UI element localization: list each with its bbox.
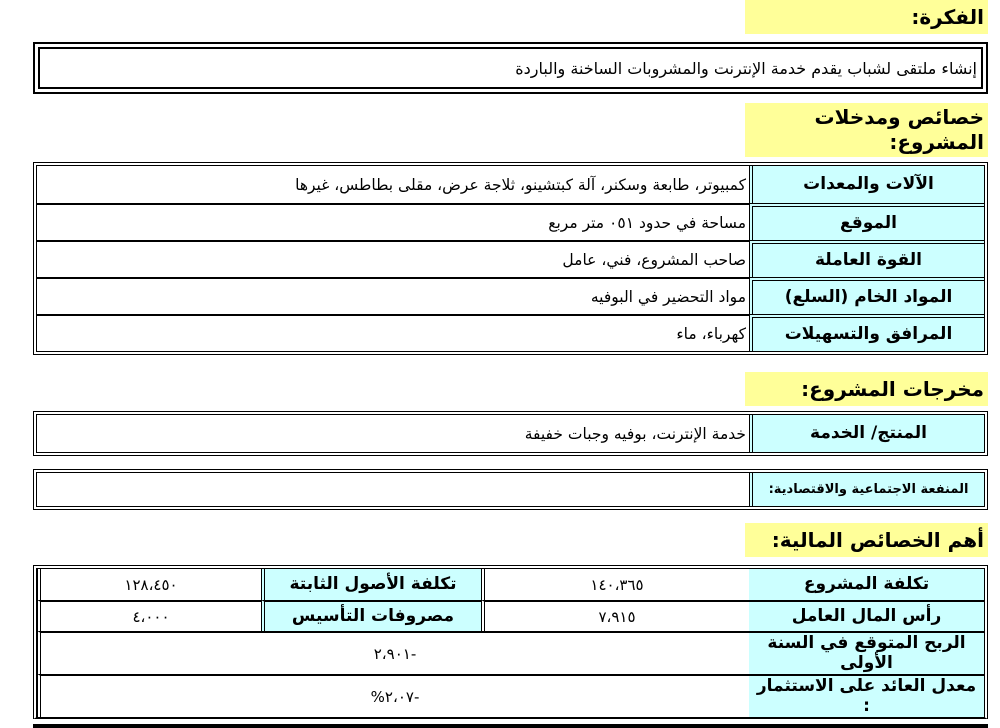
table-row (37, 166, 984, 203)
row-value-workforce: صاحب المشروع، فني، عامل (37, 240, 749, 277)
row-label-benefit: المنفعة الاجتماعية والاقتصادية: (749, 473, 984, 506)
fin-label-roi: معدل العائد على الاستثمار : (749, 674, 984, 717)
row-value-benefit (37, 473, 749, 506)
row-label-utilities: المرافق والتسهيلات (749, 314, 984, 351)
table-row (37, 240, 984, 277)
table-row (37, 203, 984, 240)
section-header-financial: أهم الخصائص المالية: (745, 523, 988, 557)
section-header-idea: الفكرة: (745, 0, 988, 34)
fin-value-founding-expenses: ٤،٠٠٠ (37, 600, 261, 631)
fin-label-expected-profit: الربح المتوقع في السنة الأولى (749, 631, 984, 674)
fin-value-expected-profit: ٢،٩٠١- (37, 631, 749, 674)
bottom-rule (33, 724, 988, 728)
row-value-utilities: كهرباء، ماء (37, 314, 749, 351)
fin-label-founding-expenses: مصروفات التأسيس (261, 600, 481, 631)
section-header-inputs: خصائص ومدخلات المشروع: (745, 103, 988, 157)
fin-label-fixed-assets: تكلفة الأصول الثابتة (261, 569, 481, 600)
financial-table (33, 565, 988, 719)
table-row (37, 415, 984, 452)
outputs-table (33, 411, 988, 456)
fin-value-fixed-assets: ١٢٨،٤٥٠ (37, 569, 261, 600)
idea-text: إنشاء ملتقى لشباب يقدم خدمة الإنترنت والمشروبات الساخنة والباردة (515, 58, 977, 78)
idea-box (33, 42, 988, 94)
table-row (37, 277, 984, 314)
fin-value-roi: %٢،٠٧- (37, 674, 749, 717)
table-row (37, 473, 984, 506)
row-value-product-service: خدمة الإنترنت، بوفيه وجبات خفيفة (524, 424, 746, 443)
inputs-table (33, 162, 988, 355)
row-value-raw-materials: مواد التحضير في البوفيه (37, 277, 749, 314)
row-label-machines: الآلات والمعدات (749, 166, 984, 203)
row-label-workforce: القوة العاملة (749, 240, 984, 277)
fin-value-working-capital: ٧،٩١٥ (481, 600, 749, 631)
row-label-product-service: المنتج/ الخدمة (749, 415, 984, 452)
section-header-outputs: مخرجات المشروع: (745, 372, 988, 406)
fin-value-project-cost: ١٤٠،٣٦٥ (481, 569, 749, 600)
row-label-location: الموقع (749, 203, 984, 240)
table-row (37, 314, 984, 351)
fin-label-project-cost: تكلفة المشروع (749, 569, 984, 600)
row-label-raw-materials: المواد الخام (السلع) (749, 277, 984, 314)
row-value-machines: كمبيوتر، طابعة وسكنر، آلة كبتشينو، ثلاجة عرض، مقلى بطاطس، غيرها (295, 175, 746, 194)
fin-label-working-capital: رأس المال العامل (749, 600, 984, 631)
benefit-table (33, 469, 988, 510)
row-value-location: مساحة في حدود ٠٥١ متر مربع (37, 203, 749, 240)
